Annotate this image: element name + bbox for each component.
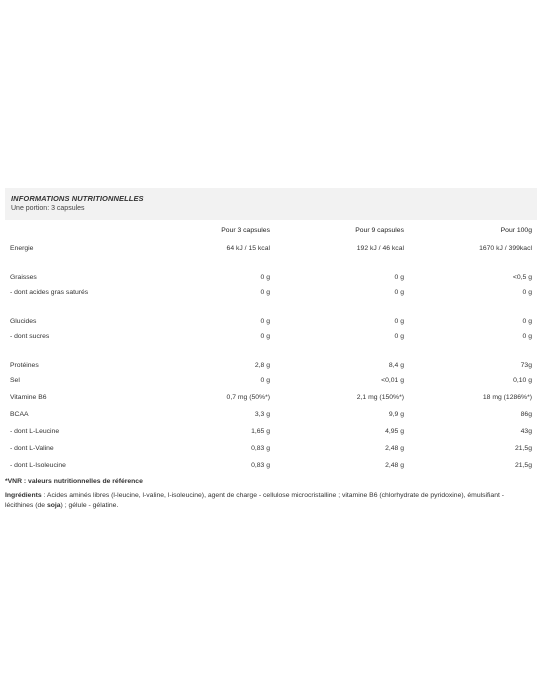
ingredients-list-part-1: : Acides aminés libres (l-leucine, l-valine, l-isoleucine), agent de charge - cellulose microcristalline ; vitamine B6 (chlorhydrate de pyridoxine), émulsifiant - lécithines (de <box>5 492 505 509</box>
column-header-empty <box>5 220 165 240</box>
table-row <box>5 440 532 457</box>
value-100g: 21,5g <box>514 462 532 469</box>
row-label: Vitamine B6 <box>10 394 47 401</box>
value-9-capsules: 2,48 g <box>385 445 404 452</box>
row-label: Sel <box>10 377 20 384</box>
value-100g: 18 mg (1286%*) <box>482 394 532 401</box>
row-label: - dont acides gras saturés <box>10 289 89 296</box>
value-3-capsules: 0,7 mg (50%*) <box>226 394 270 401</box>
value-3-capsules: 1,65 g <box>251 428 270 435</box>
table-row <box>5 345 532 372</box>
value-100g: 0 g <box>522 289 532 296</box>
value-100g: 0 g <box>522 333 532 340</box>
row-label: - dont sucres <box>10 333 50 340</box>
nutrition-title: INFORMATIONS NUTRITIONNELLES <box>11 194 144 203</box>
table-row <box>5 406 532 423</box>
ingredients-list-part-2: ) ; gélule - gélatine. <box>60 502 119 509</box>
value-3-capsules: 0,83 g <box>251 462 270 469</box>
column-header-3-capsules: Pour 3 capsules <box>221 226 270 234</box>
value-100g: <0,5 g <box>512 274 532 281</box>
row-label: Energie <box>10 245 34 252</box>
value-100g: 1670 kJ / 399kacl <box>479 245 532 252</box>
column-header-100g: Pour 100g <box>500 226 532 234</box>
nutrition-table <box>5 220 532 474</box>
value-100g: 43g <box>520 428 532 435</box>
value-9-capsules: 4,95 g <box>385 428 404 435</box>
value-3-capsules: 0 g <box>260 318 270 325</box>
value-9-capsules: 0 g <box>394 289 404 296</box>
table-row <box>5 457 532 474</box>
column-header-9-capsules: Pour 9 capsules <box>355 226 404 234</box>
value-3-capsules: 0 g <box>260 289 270 296</box>
value-100g: 21,5g <box>514 445 532 452</box>
value-100g: 0,10 g <box>513 377 532 384</box>
row-label: Protéines <box>10 362 39 369</box>
row-label: Glucides <box>10 318 37 325</box>
value-3-capsules: 0,83 g <box>251 445 270 452</box>
value-9-capsules: <0,01 g <box>381 377 404 384</box>
row-label: - dont L-Leucine <box>10 428 60 435</box>
table-row <box>5 389 532 406</box>
nutrition-header <box>5 188 537 220</box>
value-9-capsules: 2,48 g <box>385 462 404 469</box>
value-9-capsules: 192 kJ / 46 kcal <box>356 245 404 252</box>
value-9-capsules: 2,1 mg (150%*) <box>356 394 404 401</box>
table-row <box>5 240 532 257</box>
allergen-soja: soja <box>46 502 61 509</box>
ingredients-text <box>5 491 530 511</box>
row-label: - dont L-Valine <box>10 445 54 452</box>
value-3-capsules: 0 g <box>260 377 270 384</box>
table-row <box>5 284 532 301</box>
table-row <box>5 372 532 389</box>
table-header-row <box>5 220 532 240</box>
value-9-capsules: 0 g <box>394 318 404 325</box>
value-100g: 73g <box>520 362 532 369</box>
value-9-capsules: 0 g <box>394 333 404 340</box>
value-100g: 86g <box>520 411 532 418</box>
value-3-capsules: 0 g <box>260 274 270 281</box>
table-row <box>5 301 532 328</box>
portion-subtitle: Une portion: 3 capsules <box>11 205 85 212</box>
row-label: BCAA <box>10 411 29 418</box>
vnr-footnote: *VNR : valeurs nutritionnelles de référence <box>5 478 143 485</box>
value-3-capsules: 3,3 g <box>254 411 270 418</box>
table-row <box>5 423 532 440</box>
ingredients-label: Ingrédients <box>5 492 42 499</box>
value-9-capsules: 9,9 g <box>388 411 404 418</box>
value-9-capsules: 0 g <box>394 274 404 281</box>
row-label: Graisses <box>10 274 37 281</box>
value-3-capsules: 0 g <box>260 333 270 340</box>
table-row <box>5 328 532 345</box>
nutrition-panel <box>5 188 537 474</box>
value-3-capsules: 64 kJ / 15 kcal <box>226 245 270 252</box>
table-row <box>5 257 532 284</box>
value-3-capsules: 2,8 g <box>254 362 270 369</box>
row-label: - dont L-Isoleucine <box>10 462 66 469</box>
value-100g: 0 g <box>522 318 532 325</box>
value-9-capsules: 8,4 g <box>388 362 404 369</box>
